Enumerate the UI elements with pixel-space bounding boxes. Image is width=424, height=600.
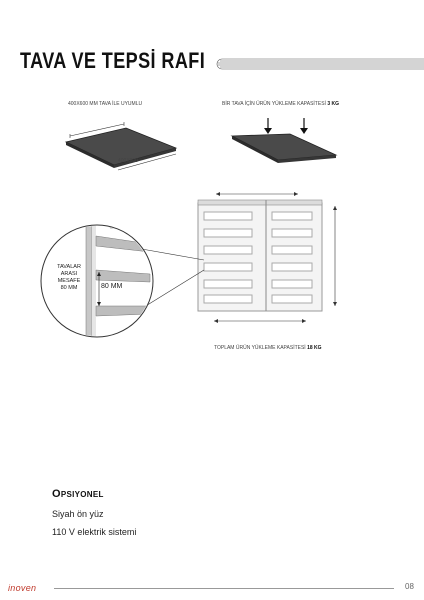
spacing-label-line3: MESAFE (57, 278, 81, 284)
loaded-tray-illustration (232, 118, 336, 163)
optional-item: 110 V elektrik sistemi (52, 527, 137, 537)
spacing-label-line1: TAVALAR (57, 264, 81, 270)
spacing-label-line2: ARASI (60, 271, 78, 277)
spacing-label-line4: 80 MM (60, 285, 78, 291)
load-value: 3 KG (327, 101, 339, 107)
footer-divider (54, 588, 394, 589)
page-number: 08 (405, 582, 414, 591)
spacing-dimension: 80 MM (101, 283, 123, 290)
total-capacity-text: TOPLAM ÜRÜN YÜKLEME KAPASİTESİ (214, 345, 306, 351)
optional-title: Opsiyonel (52, 488, 104, 500)
total-capacity-value: 18 KG (307, 345, 322, 351)
total-capacity (214, 345, 322, 351)
spacing-label (52, 264, 86, 292)
tray-caption: 400X600 MM TAVA İLE UYUMLU (68, 101, 143, 107)
brand-logo: inoven (8, 583, 37, 593)
optional-item: Siyah ön yüz (52, 509, 104, 519)
rack-illustration (198, 192, 337, 323)
load-caption-text: BİR TAVA İÇİN ÜRÜN YÜKLEME KAPASİTESİ (222, 101, 326, 107)
tray-dimension: 400X600 (118, 158, 139, 164)
page-title: TAVA VE TEPSİ RAFI (20, 48, 206, 73)
